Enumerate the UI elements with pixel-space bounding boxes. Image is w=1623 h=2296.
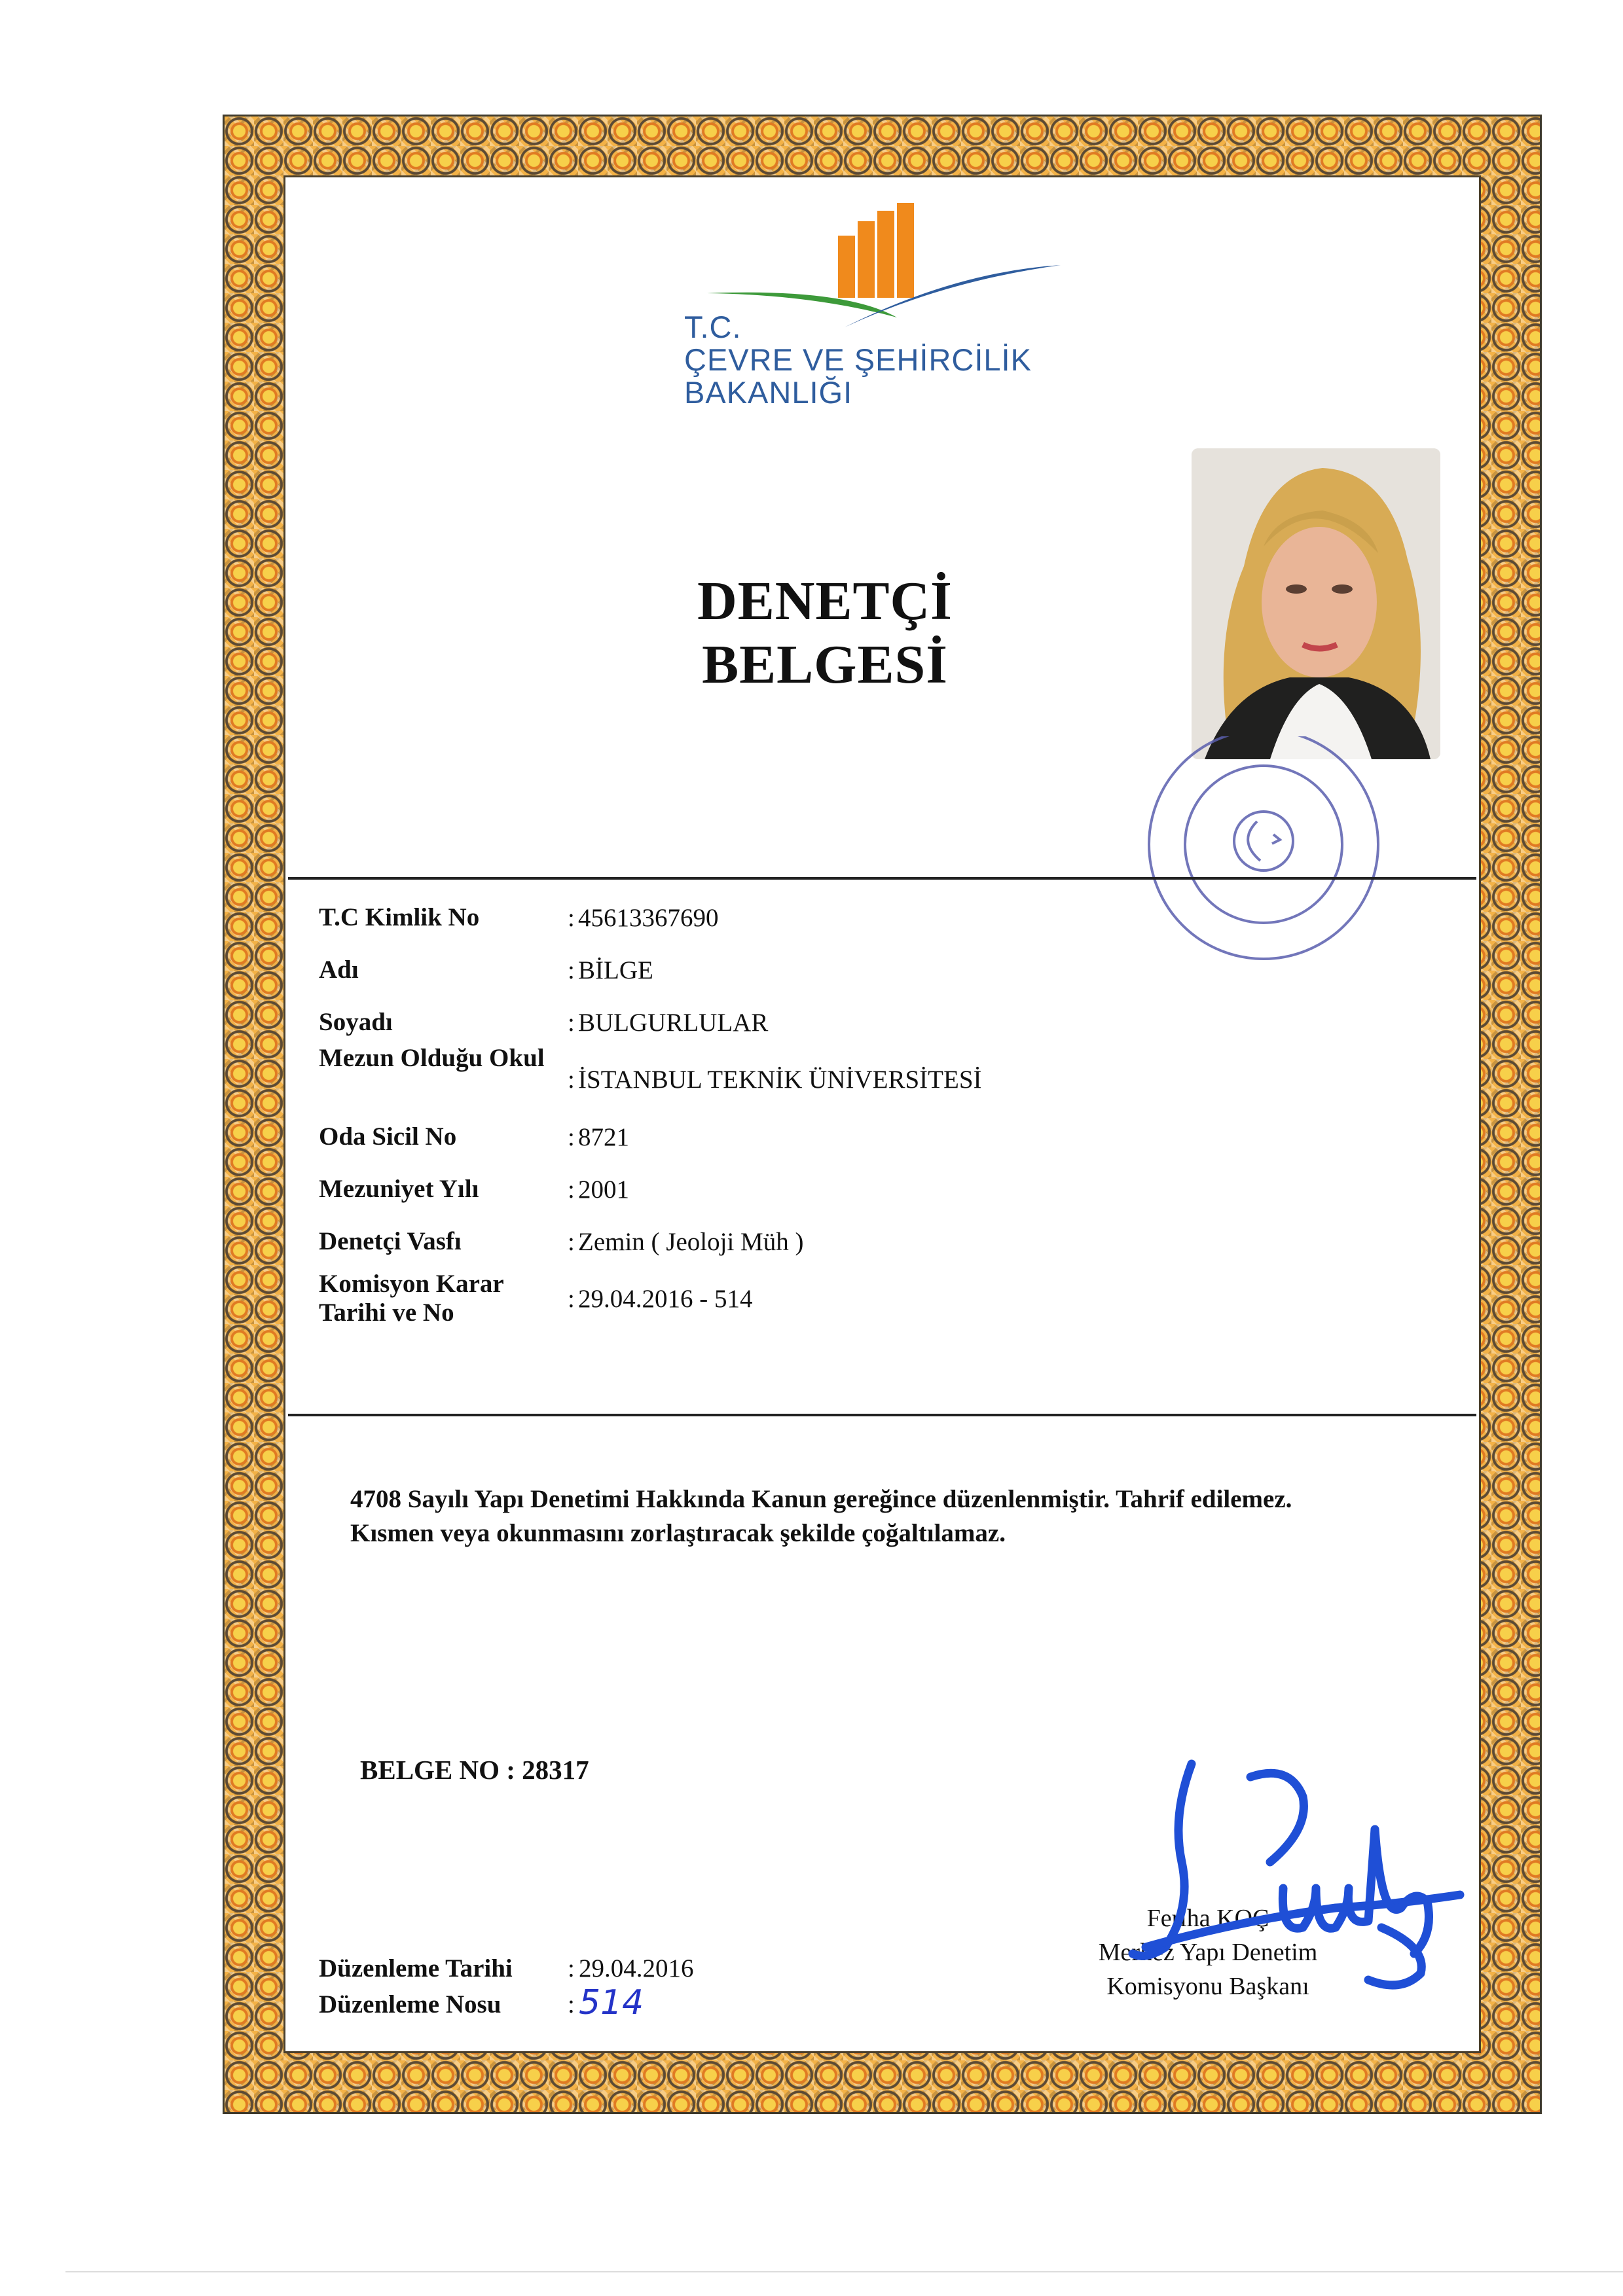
- field-separator: :: [568, 1066, 575, 1094]
- field-label: Denetçi Vasfı: [319, 1227, 462, 1255]
- field-separator: :: [568, 904, 575, 932]
- field-label: Mezun Olduğu Okul: [319, 1044, 545, 1072]
- certificate-number: BELGE NO : 28317: [360, 1755, 589, 1785]
- field-separator: :: [568, 1123, 575, 1151]
- field-label: Soyadı: [319, 1008, 393, 1036]
- field-value: BİLGE: [578, 956, 653, 984]
- field-separator: :: [568, 1228, 575, 1256]
- field-separator: :: [568, 1285, 575, 1313]
- field-label-line-2: Tarihi ve No: [319, 1299, 454, 1327]
- field-label-line-1: Komisyon Karar: [319, 1270, 504, 1298]
- holder-photo: [1192, 448, 1440, 759]
- field-label: Oda Sicil No: [319, 1122, 457, 1151]
- fields-bottom-rule: [288, 1414, 1476, 1416]
- ministry-line-2: ÇEVRE VE ŞEHİRCİLİK: [684, 342, 1032, 377]
- field-value: 45613367690: [578, 904, 719, 932]
- ministry-name: [684, 311, 1032, 409]
- certificate-content: [223, 115, 1542, 2114]
- issue-number-separator: :: [568, 1990, 575, 2018]
- certificate-title: DENETÇİ BELGESİ: [697, 571, 953, 695]
- field-label: T.C Kimlik No: [319, 903, 480, 931]
- signer-role-line-1: Merkez Yapı Denetim: [1098, 1939, 1318, 1966]
- issue-number-label: Düzenleme Nosu: [319, 1990, 501, 2018]
- issue-date-value: 29.04.2016: [579, 1954, 694, 1982]
- field-value: 2001: [578, 1175, 629, 1204]
- field-value: BULGURLULAR: [578, 1009, 769, 1037]
- field-label: Mezuniyet Yılı: [319, 1175, 479, 1203]
- field-separator: :: [568, 1175, 575, 1204]
- ministry-line-3: BAKANLIĞI: [684, 375, 853, 410]
- field-separator: :: [568, 956, 575, 984]
- fields-top-rule: [288, 877, 1476, 880]
- field-label: Adı: [319, 956, 359, 984]
- page-bottom-edge: [65, 2271, 1623, 2272]
- legal-notice-line-1: 4708 Sayılı Yapı Denetimi Hakkında Kanun gereğince düzenlenmiştir. Tahrif edilemez.: [350, 1485, 1292, 1513]
- legal-notice-line-2: Kısmen veya okunmasını zorlaştıracak şekilde çoğaltılamaz.: [350, 1519, 1006, 1547]
- field-label: [319, 1270, 568, 1327]
- field-value: 8721: [578, 1123, 629, 1151]
- signer-name: Feriha KOÇ: [1146, 1905, 1269, 1932]
- official-seal: [1106, 736, 1421, 985]
- signer-role-line-2: Komisyonu Başkanı: [1106, 1973, 1309, 2000]
- ministry-line-1: T.C.: [684, 310, 742, 344]
- field-value: Zemin ( Jeoloji Müh ): [578, 1228, 804, 1256]
- handwritten-signature: [1120, 1738, 1480, 2013]
- field-value: 29.04.2016 - 514: [578, 1285, 753, 1313]
- issue-date-separator: :: [568, 1954, 575, 1982]
- field-value: İSTANBUL TEKNİK ÜNİVERSİTESİ: [578, 1066, 982, 1094]
- legal-notice: [350, 1482, 1503, 1551]
- field-separator: :: [568, 1009, 575, 1037]
- issue-date-label: Düzenleme Tarihi: [319, 1954, 513, 1982]
- issue-number-value: 514: [579, 1983, 644, 2022]
